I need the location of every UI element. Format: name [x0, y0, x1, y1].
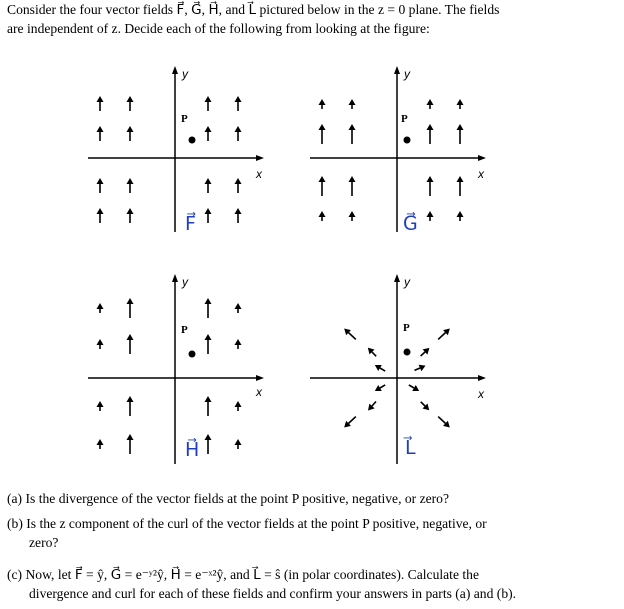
field-arrow	[97, 339, 104, 349]
field-arrow	[421, 402, 429, 410]
question-c	[7, 565, 619, 603]
field-arrow	[97, 439, 104, 449]
point-p-label: P	[181, 324, 188, 336]
question-a	[7, 489, 619, 508]
field-arrow	[409, 385, 419, 391]
field-arrow	[127, 334, 134, 354]
x-axis-label: x	[256, 385, 262, 399]
field-arrow	[205, 434, 212, 454]
field-arrow	[205, 298, 212, 318]
plot-H	[88, 268, 278, 468]
intro-line-2: are independent of z. Decide each of the following from looking at the figure:	[7, 21, 430, 36]
field-arrow	[438, 417, 450, 428]
field-arrow	[127, 178, 134, 193]
field-arrow	[235, 178, 242, 193]
question-b-line-1: (b) Is the z component of the curl of the vector fields at the point P positive, negative, or	[7, 516, 487, 531]
field-arrow	[97, 96, 104, 111]
field-arrow	[97, 303, 104, 313]
field-arrow	[97, 126, 104, 141]
field-arrow	[127, 96, 134, 111]
field-arrow	[349, 211, 356, 221]
field-arrow	[375, 385, 385, 391]
point-p-dot	[404, 349, 411, 356]
point-p-label: P	[401, 113, 408, 125]
field-arrow	[349, 176, 356, 196]
field-arrow	[205, 396, 212, 416]
field-arrow	[427, 176, 434, 196]
field-arrow	[457, 211, 464, 221]
question-c-line-2: divergence and curl for each of these fields and confirm your answers in parts (a) and (b).	[29, 586, 517, 601]
point-p-dot	[189, 137, 196, 144]
y-axis-label: y	[404, 67, 410, 81]
field-arrow	[438, 329, 450, 340]
field-arrow	[127, 298, 134, 318]
field-arrow	[235, 126, 242, 141]
y-axis-label: y	[182, 67, 188, 81]
field-arrow	[127, 396, 134, 416]
field-arrow	[457, 176, 464, 196]
plot-F	[88, 60, 278, 240]
field-arrow	[235, 339, 242, 349]
field-arrow	[127, 126, 134, 141]
field-arrow	[344, 329, 356, 340]
x-axis-label: x	[478, 387, 484, 401]
field-arrow	[205, 126, 212, 141]
field-arrow	[375, 365, 385, 371]
field-arrow	[319, 211, 326, 221]
field-label-G: G⃗	[403, 214, 418, 235]
field-arrow	[457, 99, 464, 109]
point-p-label: P	[181, 113, 188, 125]
field-arrow	[427, 99, 434, 109]
intro-text	[7, 0, 619, 38]
x-axis-label: x	[478, 167, 484, 181]
field-arrow	[205, 208, 212, 223]
point-p-label: P	[403, 322, 410, 334]
field-arrow	[344, 417, 356, 428]
intro-line-1: Consider the four vector fields F⃗, G⃗, H⃗, and L⃗ pictured below in the z = 0 plane. The fields	[7, 2, 500, 17]
field-arrow	[319, 124, 326, 144]
question-b	[7, 514, 619, 552]
x-axis-label: x	[256, 167, 262, 181]
question-a-text: (a) Is the divergence of the vector fields at the point P positive, negative, or zero?	[7, 491, 450, 506]
field-arrow	[205, 96, 212, 111]
field-arrow	[427, 211, 434, 221]
field-arrow	[349, 124, 356, 144]
y-axis-label: y	[404, 275, 410, 289]
field-arrow	[427, 124, 434, 144]
field-arrow	[235, 96, 242, 111]
field-label-H: H⃗	[185, 440, 200, 461]
field-arrow	[414, 365, 425, 371]
field-arrows-G	[319, 99, 464, 221]
field-arrow	[235, 208, 242, 223]
field-arrow	[97, 178, 104, 193]
field-arrows-F	[97, 96, 242, 223]
field-arrow	[97, 208, 104, 223]
point-p-dot	[404, 137, 411, 144]
field-arrow	[368, 348, 376, 357]
field-arrow	[319, 99, 326, 109]
plot-L	[310, 268, 500, 468]
plot-G	[310, 60, 500, 240]
point-p-dot	[189, 351, 196, 358]
field-label-F: F⃗	[185, 214, 196, 235]
field-arrow	[205, 178, 212, 193]
field-arrows-H	[97, 298, 242, 454]
field-arrow	[127, 208, 134, 223]
field-arrow	[457, 124, 464, 144]
y-axis-label: y	[182, 275, 188, 289]
field-arrow	[319, 176, 326, 196]
field-label-L: L⃗	[405, 438, 416, 459]
field-arrow	[97, 401, 104, 411]
field-arrow	[349, 99, 356, 109]
field-arrow	[235, 401, 242, 411]
field-arrow	[205, 334, 212, 354]
question-c-line-1: (c) Now, let F⃗ = ŷ, G⃗ = e⁻ʸ²ŷ, H⃗ = e⁻ˣ²ŷ, and L⃗ = ŝ (in polar coordinates). Calculate the	[7, 567, 479, 582]
field-arrow	[235, 439, 242, 449]
field-arrow	[368, 402, 376, 411]
field-arrow	[421, 348, 430, 356]
field-arrow	[235, 303, 242, 313]
field-arrow	[127, 434, 134, 454]
question-b-line-2: zero?	[29, 535, 59, 550]
